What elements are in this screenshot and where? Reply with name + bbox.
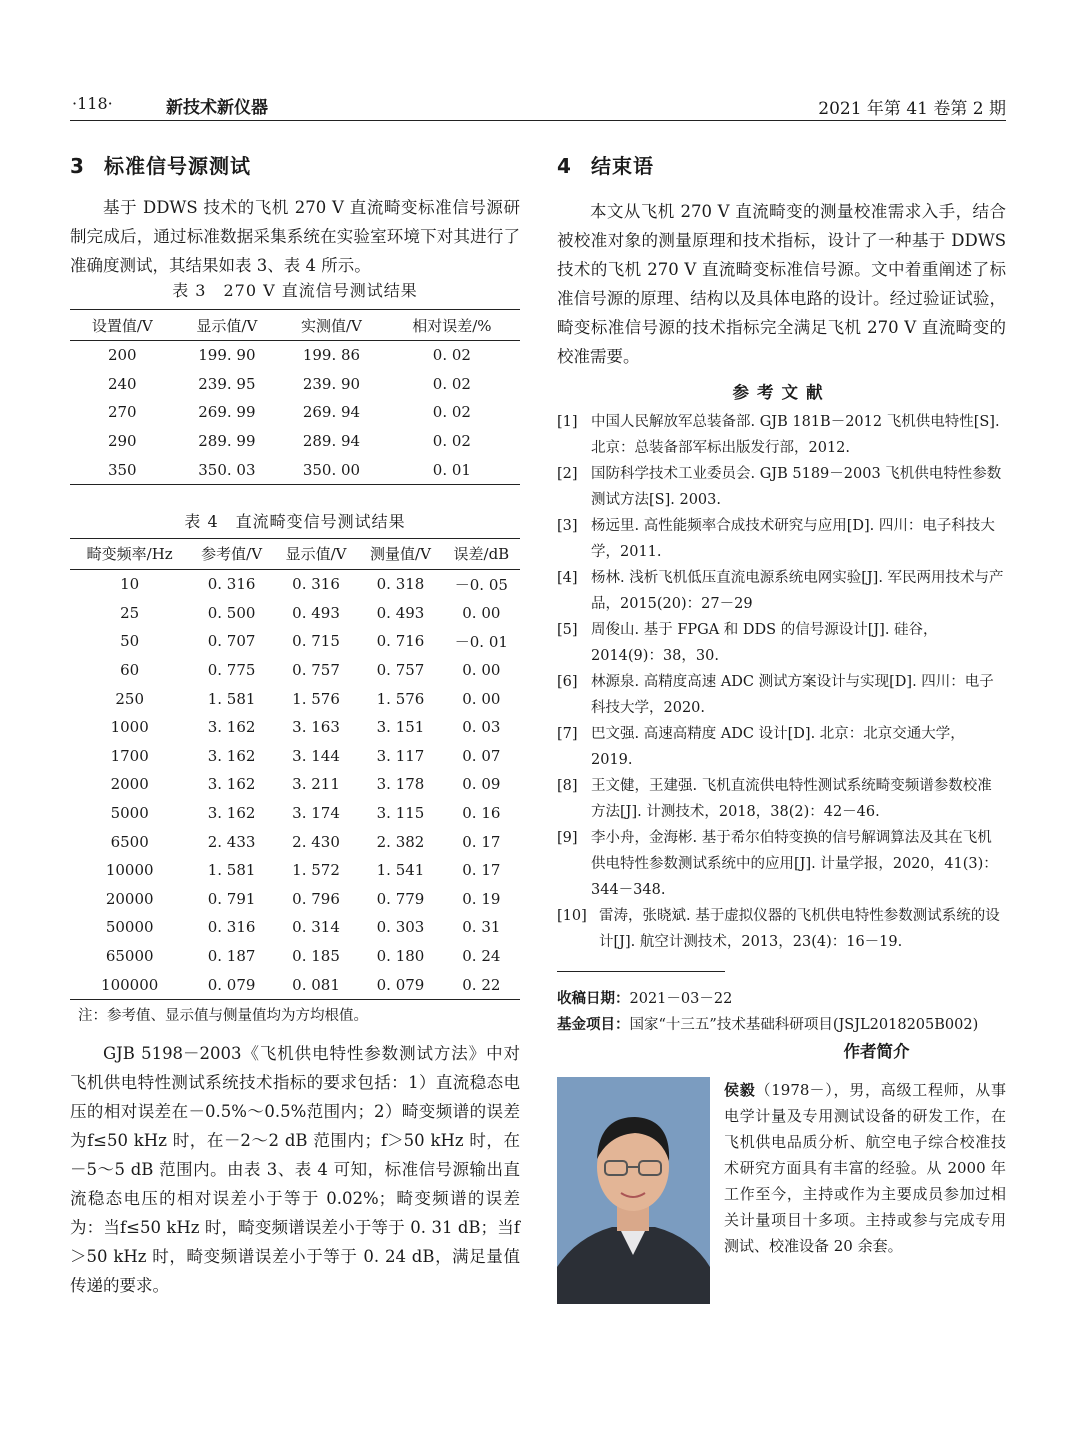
table3-cell: 240 <box>107 374 137 393</box>
footnote-rule <box>557 971 725 972</box>
table3-header-row <box>70 310 520 341</box>
author-heading: 作者简介 <box>843 1042 910 1061</box>
table-row <box>70 427 520 456</box>
table4-cell: 0. 03 <box>462 718 501 737</box>
table4-cell: 0. 500 <box>207 603 256 622</box>
table4-cell: 0. 493 <box>292 603 340 622</box>
reference-item <box>557 721 1006 773</box>
table4-cell: 1. 576 <box>376 689 425 708</box>
table-row <box>70 599 520 628</box>
table4-cell: 0. 796 <box>292 889 340 908</box>
table4-cell: 0. 07 <box>462 746 501 765</box>
received-date: 收稿日期：2021－03－22 <box>557 991 733 1007</box>
table4-cell: 0. 779 <box>376 889 425 908</box>
table4-header-cell: 测量值/V <box>358 538 442 569</box>
reference-item <box>557 565 1006 617</box>
section3-paragraph-1: 基于 DDWS 技术的飞机 270 V 直流畸变标准信号源研制完成后，通过标准数据采集系统在实验室环境下对其进行了准确度测试，其结果如表 3、表 4 所示。 <box>70 198 520 275</box>
table4-cell: 0. 079 <box>358 970 442 999</box>
table-row <box>70 713 520 742</box>
table-row <box>70 742 520 771</box>
references-heading: 参考文献 <box>732 383 831 402</box>
table4-cell: 3. 151 <box>376 718 425 737</box>
table4-cell: 0. 775 <box>207 661 256 680</box>
table4-cell: 3. 117 <box>376 746 425 765</box>
table-row <box>70 856 520 885</box>
table4-cell: 10000 <box>105 861 154 880</box>
table-row <box>70 341 520 370</box>
reference-text: 杨远里. 高性能频率合成技术研究与应用[D]. 四川：电子科技大学，2011. <box>591 518 995 560</box>
table4-header-cell: 显示值/V <box>274 538 358 569</box>
table4-header-cell: 畸变频率/Hz <box>70 538 189 569</box>
reference-text: 周俊山. 基于 FPGA 和 DDS 的信号源设计[J]. 硅谷，2014(9)：38，30. <box>591 622 938 664</box>
table4-cell: 50000 <box>105 918 154 937</box>
table3-header-cell: 设置值/V <box>70 310 175 341</box>
table4-cell: 0. 493 <box>376 603 425 622</box>
table-row <box>70 398 520 427</box>
table4-cell: 3. 162 <box>207 718 256 737</box>
table4-cell: 0. 185 <box>292 946 340 965</box>
table-row <box>70 970 520 999</box>
table4-cell: 1. 576 <box>292 689 340 708</box>
reference-text: 杨林. 浅析飞机低压直流电源系统电网实验[J]. 军民两用技术与产品，2015(20)：27－29 <box>591 570 1004 612</box>
table4-cell: 2. 382 <box>376 832 425 851</box>
table4 <box>70 538 520 1000</box>
table4-cell: 3. 174 <box>292 804 340 823</box>
table3-cell: 289. 94 <box>302 432 361 451</box>
table4-cell: 0. 180 <box>376 946 425 965</box>
table4-cell: 3. 162 <box>207 775 256 794</box>
table-row <box>70 370 520 399</box>
table4-cell: 0. 00 <box>462 661 501 680</box>
left-column <box>70 150 520 1300</box>
reference-item <box>557 409 1006 461</box>
right-column <box>557 150 1006 1274</box>
reference-text: 巴文强. 高速高精度 ADC 设计[D]. 北京：北京交通大学，2019. <box>591 726 965 768</box>
table4-cell: 0. 17 <box>462 832 501 851</box>
table4-cell: 1000 <box>110 718 149 737</box>
table-row <box>70 627 520 656</box>
table4-cell: 0. 316 <box>207 575 256 594</box>
table3-cell: 269. 94 <box>302 403 361 422</box>
table4-cell: 0. 00 <box>462 689 501 708</box>
table4-header-row <box>70 538 520 569</box>
table3-cell: 270 <box>107 403 137 422</box>
reference-number: [7] <box>557 726 578 742</box>
table3-cell: 269. 99 <box>198 403 256 422</box>
table4-cell: 250 <box>115 689 144 708</box>
table4-cell: 100000 <box>70 970 189 999</box>
table4-cell: 65000 <box>105 946 154 965</box>
references-list <box>557 409 1006 955</box>
section3-paragraph-2: GJB 5198－2003《飞机供电特性参数测试方法》中对飞机供电特性测试系统技术指标的要求包括：1）直流稳态电压的相对误差在－0.5%～0.5%范围内；2）畸变频谱的误差为f≤50 kHz 时，在－2～2 dB 范围内；f＞50 kHz 时，在－5～5 dB 范围内。由表 3、表 4 可知，标准信号源输出直流稳态电压的相对误差小于等于 0.02%；畸变频谱的误差为：当f≤50 kHz 时，畸变频谱误差小于等于 0. 31 dB；当f＞50 kHz 时，畸变频谱误差小于等于 0. 24 dB，满足量值传递的要求。 <box>70 1043 520 1295</box>
reference-number: [4] <box>557 570 578 586</box>
reference-number: [8] <box>557 778 578 794</box>
author-block <box>557 1077 1006 1259</box>
table4-cell: 50 <box>120 632 140 651</box>
table4-cell: 2. 430 <box>292 832 340 851</box>
reference-number: [10] <box>557 908 587 924</box>
reference-number: [5] <box>557 622 578 638</box>
table-row <box>70 799 520 828</box>
table4-cell: 0. 314 <box>292 918 340 937</box>
table4-cell: 0. 757 <box>292 661 340 680</box>
table4-cell: 3. 144 <box>292 746 340 765</box>
table4-cell: 0. 079 <box>189 970 273 999</box>
table4-cell: 0. 19 <box>462 889 501 908</box>
table3-cell: 200 <box>107 346 137 365</box>
table3-header-cell: 相对误差/% <box>384 310 520 341</box>
table3-cell: 0. 02 <box>432 346 471 365</box>
table4-cell: 3. 178 <box>376 775 425 794</box>
table4-cell: 25 <box>120 603 140 622</box>
table3-cell: 0. 01 <box>384 455 520 484</box>
reference-text: 雷涛，张晓斌. 基于虚拟仪器的飞机供电特性参数测试系统的设计[J]. 航空计测技术，2013，23(4)：16－19. <box>599 908 1000 950</box>
table4-cell: 1700 <box>110 746 149 765</box>
reference-text: 国防科学技术工业委员会. GJB 5189－2003 飞机供电特性参数测试方法[S]. 2003. <box>591 466 1002 508</box>
table4-cell: 3. 163 <box>292 718 340 737</box>
table4-cell: 0. 316 <box>292 575 340 594</box>
table4-cell: 3. 162 <box>207 804 256 823</box>
table4-cell: 0. 716 <box>376 632 425 651</box>
table4-cell: 0. 318 <box>376 575 425 594</box>
table4-cell: 0. 24 <box>462 946 501 965</box>
table4-cell: 0. 22 <box>443 970 520 999</box>
issue-info: 2021 年第 41 卷第 2 期 <box>818 99 1006 119</box>
reference-item <box>557 461 1006 513</box>
reference-text: 林源泉. 高精度高速 ADC 测试方案设计与实现[D]. 四川：电子科技大学，2020. <box>591 674 994 716</box>
table4-cell: 1. 572 <box>292 861 340 880</box>
reference-item <box>557 513 1006 565</box>
table-row <box>70 942 520 971</box>
table4-cell: 1. 541 <box>376 861 425 880</box>
table4-header-cell: 误差/dB <box>443 538 520 569</box>
reference-number: [6] <box>557 674 578 690</box>
table4-cell: －0. 05 <box>454 575 508 594</box>
table4-cell: 0. 00 <box>462 603 501 622</box>
table3-cell: 199. 86 <box>302 346 361 365</box>
table-row <box>70 827 520 856</box>
table4-cell: 60 <box>120 661 140 680</box>
table4-cell: 0. 757 <box>376 661 425 680</box>
table4-cell: 0. 303 <box>376 918 425 937</box>
table4-cell: 1. 581 <box>207 861 256 880</box>
table-row <box>70 913 520 942</box>
reference-number: [9] <box>557 830 578 846</box>
journal-name: 新技术新仪器 <box>166 98 268 118</box>
table4-cell: 0. 707 <box>207 632 256 651</box>
author-bio: 侯毅（1978－），男，高级工程师，从事电学计量及专用测试设备的研发工作，在飞机供电品质分析、航空电子综合校准技术研究方面具有丰富的经验。从 2000 年工作至今，主持或作为主要成员参加过相关计量项目十多项。主持或参与完成专用测试、校准设备 20 余套。 <box>724 1081 1006 1255</box>
table3-cell: 199. 90 <box>198 346 256 365</box>
table3-cell: 350. 00 <box>279 455 384 484</box>
table-row <box>70 656 520 685</box>
reference-number: [2] <box>557 466 578 482</box>
table-row <box>70 569 520 598</box>
table4-cell: 3. 211 <box>292 775 340 794</box>
table4-cell: 10 <box>120 575 140 594</box>
table4-note: 注：参考值、显示值与侧量值均为方均根值。 <box>78 1007 368 1024</box>
table4-header-cell: 参考值/V <box>189 538 273 569</box>
reference-number: [1] <box>557 414 578 430</box>
section4-heading: 4 结束语 <box>557 154 654 178</box>
table-row <box>70 885 520 914</box>
table4-cell: 0. 17 <box>462 861 501 880</box>
reference-item <box>557 669 1006 721</box>
table-row <box>70 684 520 713</box>
section4-paragraph: 本文从飞机 270 V 直流畸变的测量校准需求入手，结合被校准对象的测量原理和技术指标，设计了一种基于 DDWS 技术的飞机 270 V 直流畸变标准信号源。文中着重阐述了标准信号源的原理、结构以及具体电路的设计。经过验证试验，畸变标准信号源的技术指标完全满足飞机 270 V 直流畸变的校准需要。 <box>557 202 1006 366</box>
table4-cell: 3. 115 <box>376 804 425 823</box>
table3-cell: 0. 02 <box>432 403 471 422</box>
table3 <box>70 309 520 485</box>
reference-text: 中国人民解放军总装备部. GJB 181B－2012 飞机供电特性[S]. 北京：总装备部军标出版发行部，2012. <box>591 414 1000 456</box>
table4-cell: 1. 581 <box>207 689 256 708</box>
table4-cell: 0. 081 <box>274 970 358 999</box>
table-row <box>70 770 520 799</box>
table3-caption: 表 3 270 V 直流信号测试结果 <box>172 281 418 300</box>
table-row <box>70 455 520 484</box>
table3-cell: 289. 99 <box>198 432 256 451</box>
table4-cell: 2. 433 <box>207 832 256 851</box>
table4-cell: 20000 <box>105 889 154 908</box>
table3-header-cell: 实测值/V <box>279 310 384 341</box>
table4-caption: 表 4 直流畸变信号测试结果 <box>184 511 406 531</box>
table3-cell: 290 <box>107 432 137 451</box>
table4-cell: 2000 <box>110 775 149 794</box>
reference-number: [3] <box>557 518 578 534</box>
author-photo <box>557 1077 710 1304</box>
table4-cell: 0. 187 <box>207 946 256 965</box>
reference-item <box>557 773 1006 825</box>
table3-cell: 0. 02 <box>432 374 471 393</box>
table4-cell: 0. 31 <box>462 918 501 937</box>
page-header <box>70 92 1006 121</box>
table4-cell: 0. 791 <box>207 889 256 908</box>
section3-heading: 3 标准信号源测试 <box>70 154 251 178</box>
table4-cell: 3. 162 <box>207 746 256 765</box>
reference-text: 李小舟，金海彬. 基于希尔伯特变换的信号解调算法及其在飞机供电特性参数测试系统中的应用[J]. 计量学报，2020，41(3)：344－348. <box>591 830 998 898</box>
table4-cell: 0. 16 <box>462 804 501 823</box>
table3-cell: 239. 90 <box>302 374 361 393</box>
table3-cell: 350 <box>70 455 175 484</box>
table3-cell: 350. 03 <box>175 455 280 484</box>
reference-text: 王文健，王建强. 飞机直流供电特性测试系统畸变频谱参数校准方法[J]. 计测技术，2018，38(2)：42－46. <box>591 778 992 820</box>
table3-cell: 0. 02 <box>432 432 471 451</box>
table3-header-cell: 显示值/V <box>175 310 280 341</box>
reference-item <box>557 825 1006 903</box>
reference-item <box>557 903 1006 955</box>
table4-cell: 5000 <box>110 804 149 823</box>
table3-cell: 239. 95 <box>198 374 256 393</box>
table4-cell: 0. 09 <box>462 775 501 794</box>
table4-cell: 6500 <box>110 832 149 851</box>
table4-cell: －0. 01 <box>454 632 508 651</box>
table4-cell: 0. 316 <box>207 918 256 937</box>
fund-project: 基金项目：国家“十三五”技术基础科研项目(JSJL2018205B002) <box>557 1017 979 1033</box>
page-number: ·118· <box>72 94 113 113</box>
table4-cell: 0. 715 <box>292 632 340 651</box>
reference-item <box>557 617 1006 669</box>
